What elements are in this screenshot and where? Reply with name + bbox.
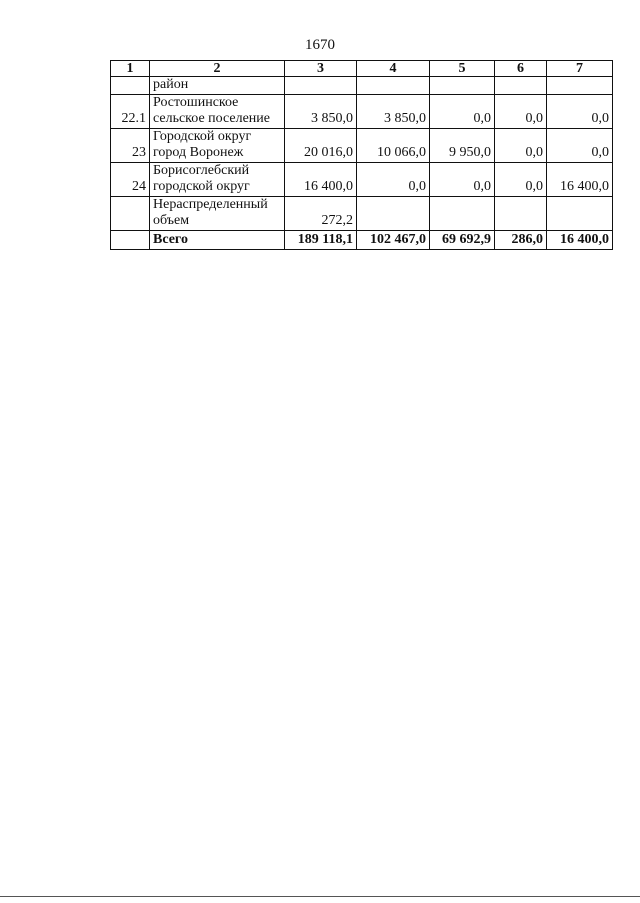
cell-col6	[495, 197, 547, 231]
column-header: 2	[150, 61, 285, 77]
cell-col5: 0,0	[430, 95, 495, 129]
row-name: Борисоглебский городской округ	[150, 163, 285, 197]
row-index: 22.1	[111, 95, 150, 129]
cell-col4	[357, 77, 430, 95]
row-name: Нераспределенный объем	[150, 197, 285, 231]
column-header: 6	[495, 61, 547, 77]
total-col5: 69 692,9	[430, 231, 495, 250]
cell-col6: 0,0	[495, 95, 547, 129]
row-index	[111, 197, 150, 231]
column-header: 4	[357, 61, 430, 77]
cell-col3: 16 400,0	[285, 163, 357, 197]
row-index: 23	[111, 129, 150, 163]
cell-col5: 0,0	[430, 163, 495, 197]
cell-col3: 20 016,0	[285, 129, 357, 163]
cell-col7: 16 400,0	[547, 163, 613, 197]
table-row	[111, 197, 613, 231]
row-name: Городской округ город Воронеж	[150, 129, 285, 163]
cell-col3	[285, 77, 357, 95]
total-col3: 189 118,1	[285, 231, 357, 250]
column-header: 7	[547, 61, 613, 77]
row-name: Ростошинское сельское поселение	[150, 95, 285, 129]
page-number: 1670	[305, 37, 335, 53]
table-row	[111, 95, 613, 129]
cell-col5	[430, 197, 495, 231]
row-name: район	[150, 77, 285, 95]
page-bottom-rule	[0, 896, 640, 897]
cell-col6: 0,0	[495, 163, 547, 197]
table-row	[111, 77, 613, 95]
cell-col6: 0,0	[495, 129, 547, 163]
column-header: 5	[430, 61, 495, 77]
row-index	[111, 77, 150, 95]
table-row	[111, 129, 613, 163]
budget-table	[110, 60, 613, 250]
cell-col7: 0,0	[547, 95, 613, 129]
cell-col3: 3 850,0	[285, 95, 357, 129]
cell-col5	[430, 77, 495, 95]
cell-col7	[547, 197, 613, 231]
total-col7: 16 400,0	[547, 231, 613, 250]
column-header: 3	[285, 61, 357, 77]
table-row	[111, 163, 613, 197]
cell-col7: 0,0	[547, 129, 613, 163]
cell-col7	[547, 77, 613, 95]
cell-col4: 10 066,0	[357, 129, 430, 163]
cell-col4	[357, 197, 430, 231]
table-header-row	[111, 61, 613, 77]
column-header: 1	[111, 61, 150, 77]
cell-col3: 272,2	[285, 197, 357, 231]
cell-col6	[495, 77, 547, 95]
cell-col4: 0,0	[357, 163, 430, 197]
cell-col5: 9 950,0	[430, 129, 495, 163]
cell-col4: 3 850,0	[357, 95, 430, 129]
total-col6: 286,0	[495, 231, 547, 250]
total-row	[111, 231, 613, 250]
total-label: Всего	[150, 231, 285, 250]
row-index	[111, 231, 150, 250]
total-col4: 102 467,0	[357, 231, 430, 250]
row-index: 24	[111, 163, 150, 197]
